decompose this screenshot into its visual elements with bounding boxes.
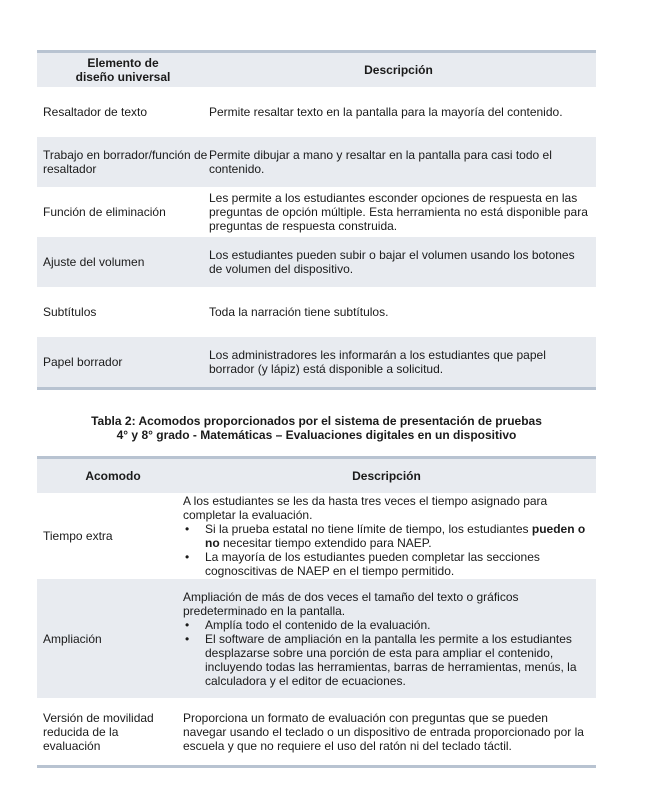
accommodation-cell: Versión de movilidad reducida de la evaluación bbox=[43, 710, 154, 753]
description-cell: Toda la narración tiene subtítulos. bbox=[209, 305, 389, 319]
bullet-item bbox=[183, 550, 590, 578]
universal-design-table bbox=[37, 50, 596, 390]
element-cell: Resaltador de texto bbox=[43, 105, 148, 119]
description-intro: Ampliación de más de dos veces el tamaño del texto o gráficos predeterminado en la pantalla. bbox=[183, 589, 519, 618]
description-intro: A los estudiantes se les da hasta tres veces el tiempo asignado para completar la evaluación. bbox=[183, 494, 548, 522]
table-row bbox=[37, 493, 596, 579]
description-cell bbox=[183, 494, 596, 578]
bullet-text: La mayoría de los estudiantes pueden completar las secciones cognoscitivas de NAEP en el tiempo permitido. bbox=[205, 550, 540, 578]
accommodation-cell: Ampliación bbox=[43, 631, 102, 646]
caption-line-1: Tabla 2: Acomodos proporcionados por el sistema de presentación de pruebas bbox=[91, 414, 542, 428]
table-row bbox=[37, 87, 596, 137]
table-row bbox=[37, 137, 596, 187]
description-cell: Les permite a los estudiantes esconder opciones de respuesta en las preguntas de opción múltiple. Esta herramienta no está disponible para preguntas de respuesta construida. bbox=[209, 191, 588, 233]
bullet-text: necesitar tiempo extendido para NAEP. bbox=[219, 536, 432, 550]
column-header-accommodation: Acomodo bbox=[85, 469, 141, 483]
table-row bbox=[37, 579, 596, 698]
description-cell bbox=[183, 590, 596, 688]
bullet-text: El software de ampliación en la pantalla les permite a los estudiantes desplazarse sobre una porción de esta para ampliar el contenido, incluyendo todas las herramientas, barras de herramientas, menús, la calculadora y el editor de ecuaciones. bbox=[205, 631, 577, 688]
element-cell: Función de eliminación bbox=[43, 205, 166, 219]
table-2-caption bbox=[37, 414, 596, 442]
bullet-bold-text: pueden o no bbox=[205, 522, 586, 550]
element-cell: Trabajo en borrador/función de resaltador bbox=[43, 148, 208, 176]
bullet-item bbox=[183, 522, 590, 550]
accommodation-cell: Tiempo extra bbox=[43, 529, 113, 543]
table-row bbox=[37, 237, 596, 287]
accommodations-table bbox=[37, 456, 596, 768]
caption-line-2: 4° y 8° grado - Matemáticas – Evaluaciones digitales en un dispositivo bbox=[116, 428, 517, 442]
bullet-list bbox=[183, 618, 590, 688]
element-cell: Subtítulos bbox=[43, 305, 97, 319]
description-cell: Permite dibujar a mano y resaltar en la pantalla para casi todo el contenido. bbox=[209, 148, 552, 176]
bullet-text: Amplía todo el contenido de la evaluación. bbox=[205, 617, 431, 632]
element-cell: Papel borrador bbox=[43, 355, 123, 369]
column-header-description: Descripción bbox=[352, 469, 421, 483]
bullet-text: Si la prueba estatal no tiene límite de tiempo, los estudiantes bbox=[205, 522, 532, 536]
table-row bbox=[37, 287, 596, 337]
description-cell: Proporciona un formato de evaluación con preguntas que se pueden navegar usando el teclado o un dispositivo de entrada proporcionado por la escuela y que no requiere el uso del ratón ni del teclado táctil. bbox=[183, 710, 584, 753]
table-header-row bbox=[37, 53, 596, 87]
column-header-description: Descripción bbox=[364, 63, 433, 77]
bullet-list bbox=[183, 522, 590, 578]
bullet-item bbox=[183, 618, 590, 632]
table-row bbox=[37, 698, 596, 765]
table-row bbox=[37, 187, 596, 237]
table-header-row bbox=[37, 459, 596, 493]
bullet-item bbox=[183, 632, 590, 688]
table-row bbox=[37, 337, 596, 387]
column-header-element: Elemento de diseño universal bbox=[75, 56, 171, 84]
description-cell: Los administradores les informarán a los estudiantes que papel borrador (y lápiz) está disponible a solicitud. bbox=[209, 348, 546, 376]
description-cell: Permite resaltar texto en la pantalla para la mayoría del contenido. bbox=[209, 105, 563, 119]
element-cell: Ajuste del volumen bbox=[43, 255, 145, 269]
description-cell: Los estudiantes pueden subir o bajar el volumen usando los botones de volumen del dispositivo. bbox=[209, 248, 575, 276]
